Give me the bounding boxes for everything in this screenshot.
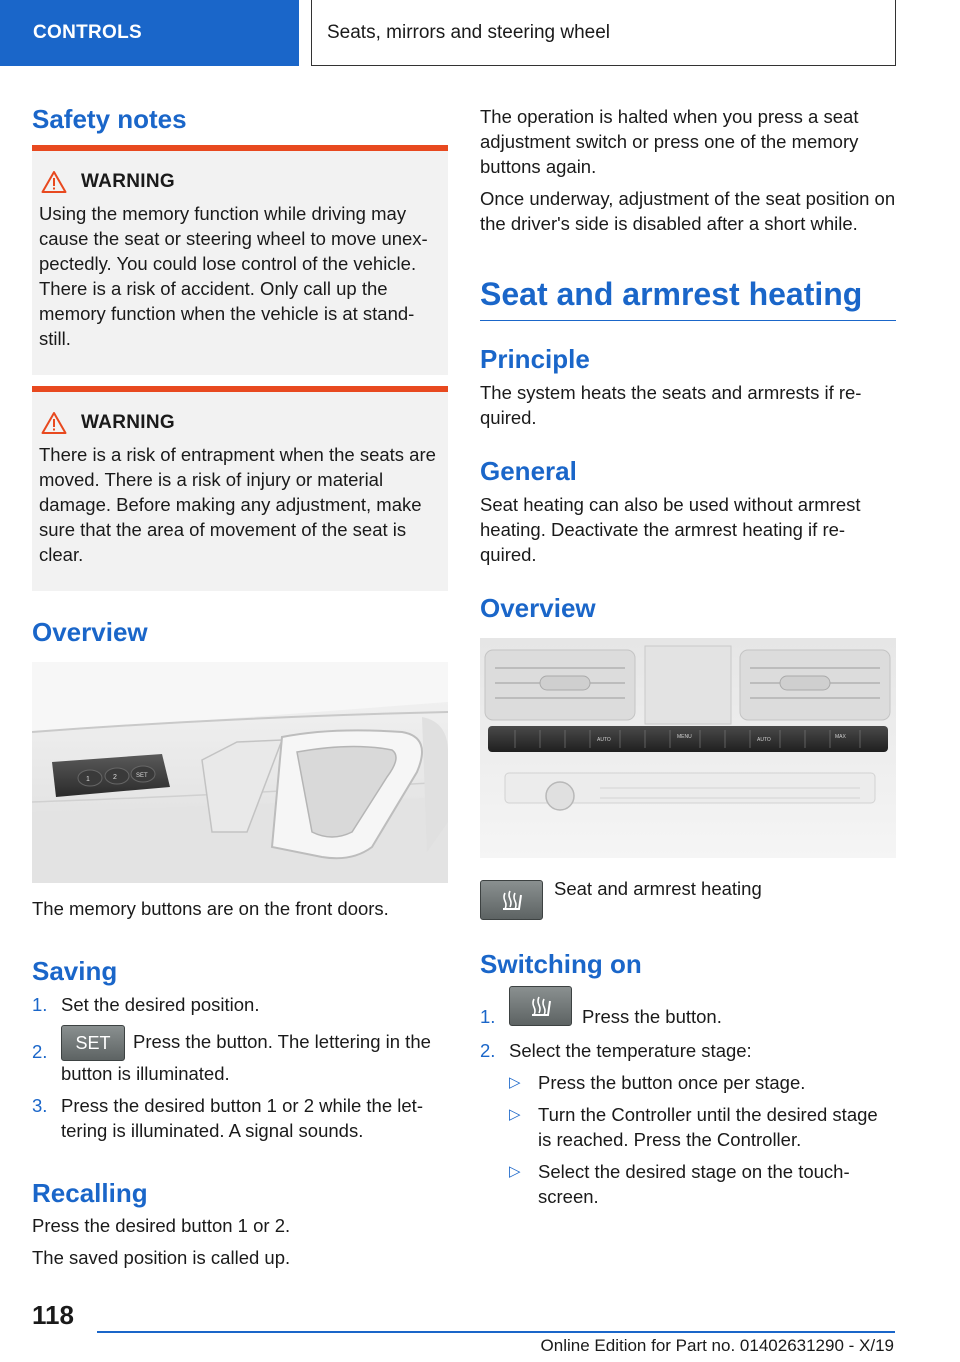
saving-step-1 [32, 992, 448, 1017]
general-title: General [480, 456, 577, 486]
footer-edition: Online Edition for Part no. 01402631290 - X/19 [540, 1336, 894, 1355]
seat-heating-glyph [510, 987, 571, 1025]
warning-triangle-icon [41, 170, 67, 194]
principle-title: Principle [480, 344, 590, 374]
console-auto-label-left: AUTO [597, 737, 611, 743]
warning-text: There is a risk of entrapment when the seats are moved. There is a risk of injury or material damage. Before making any adjustment, make sure that the area of movement of the seat is clear. [39, 444, 436, 565]
step-number: 3. [32, 1095, 48, 1116]
step-text: Select the temperature stage: [509, 1040, 752, 1061]
step-number: 2. [32, 1041, 48, 1062]
seat-heating-icon [480, 880, 543, 920]
option-item [509, 1159, 896, 1209]
temperature-stage-options [509, 1070, 896, 1209]
saving-step-2 [32, 1025, 448, 1087]
seat-heating-legend [480, 876, 896, 920]
console-auto-label-right: AUTO [757, 737, 771, 743]
principle-text: The system heats the seats and armrests if re-quired. [480, 382, 862, 428]
set-button-icon [61, 1025, 125, 1061]
recalling-title: Recalling [32, 1178, 148, 1208]
door-panel-illustration [32, 662, 448, 883]
saving-steps [32, 992, 448, 1143]
section-tab: CONTROLS [0, 0, 299, 66]
warning-box-1 [32, 145, 448, 375]
intro-paragraph-1: The operation is halted when you press a seat adjustment switch or press one of the memory buttons again. [480, 106, 859, 177]
set-button-label: SET [75, 1033, 111, 1053]
warning-triangle-icon [41, 411, 67, 435]
page-number: 118 [32, 1300, 74, 1330]
overview-title-right: Overview [480, 593, 596, 623]
overview-title-left: Overview [32, 617, 148, 647]
triangle-right-icon: ▷ [509, 1106, 521, 1123]
intro-paragraph-2: Once underway, adjustment of the seat position on the driver's side is disabled after a short while. [480, 188, 896, 234]
warning-header [39, 410, 441, 436]
seat-heating-glyph [481, 881, 542, 919]
warning-header [39, 169, 441, 195]
footer-rule [97, 1331, 895, 1333]
console-max-label: MAX [835, 734, 846, 740]
warning-text: Using the memory function while driving may cause the seat or steering wheel to move unex-pectedly. You could lose control of the vehicle. There is a risk of accident. Only call up the memory function when the vehicle is at stand-still. [39, 203, 428, 349]
saving-step-3 [32, 1093, 448, 1143]
chapter-title: Seat and armrest heating [480, 274, 896, 321]
center-console-image [480, 638, 896, 858]
seat-heating-button-icon [509, 986, 572, 1026]
seat-heating-legend-text: Seat and armrest heating [554, 878, 762, 899]
step-number: 2. [480, 1040, 496, 1061]
door-button-2-label: 2 [113, 774, 117, 781]
triangle-right-icon: ▷ [509, 1163, 521, 1180]
step-number: 1. [480, 1006, 496, 1027]
step-text: Set the desired position. [61, 994, 260, 1015]
switching-on-title: Switching on [480, 949, 642, 979]
step-number: 1. [32, 994, 48, 1015]
center-console-illustration [480, 638, 896, 858]
chapter-header-title: Seats, mirrors and steering wheel [311, 0, 896, 66]
warning-label: WARNING [81, 412, 175, 433]
door-button-set-label: SET [136, 773, 148, 779]
option-item [509, 1070, 896, 1095]
triangle-right-icon: ▷ [509, 1074, 521, 1091]
warning-box-2 [32, 386, 448, 591]
step-text: Press the button. [582, 1006, 722, 1027]
recalling-text-1: Press the desired button 1 or 2. [32, 1215, 291, 1236]
warning-label: WARNING [81, 171, 175, 192]
saving-title: Saving [32, 956, 118, 986]
safety-notes-title: Safety notes [32, 104, 187, 134]
recalling-text-2: The saved position is called up. [32, 1247, 291, 1268]
door-memory-buttons-image [32, 662, 448, 883]
overview-caption: The memory buttons are on the front doors. [32, 898, 389, 919]
option-text: Turn the Controller until the desired stage is reached. Press the Controller. [538, 1104, 878, 1150]
option-text: Select the desired stage on the touch-screen. [538, 1161, 850, 1207]
option-text: Press the button once per stage. [538, 1072, 806, 1093]
door-button-1-label: 1 [86, 776, 90, 783]
console-menu-label: MENU [677, 734, 692, 740]
step-text: Press the button. The lettering in the button is illuminated. [61, 1030, 431, 1084]
switching-step-1 [480, 986, 896, 1030]
page-header [0, 0, 960, 66]
option-item [509, 1102, 896, 1152]
step-text: Press the desired button 1 or 2 while the let-tering is illuminated. A signal sounds. [61, 1095, 423, 1141]
general-text: Seat heating can also be used without armrest heating. Deactivate the armrest heating if re-quired. [480, 494, 861, 565]
